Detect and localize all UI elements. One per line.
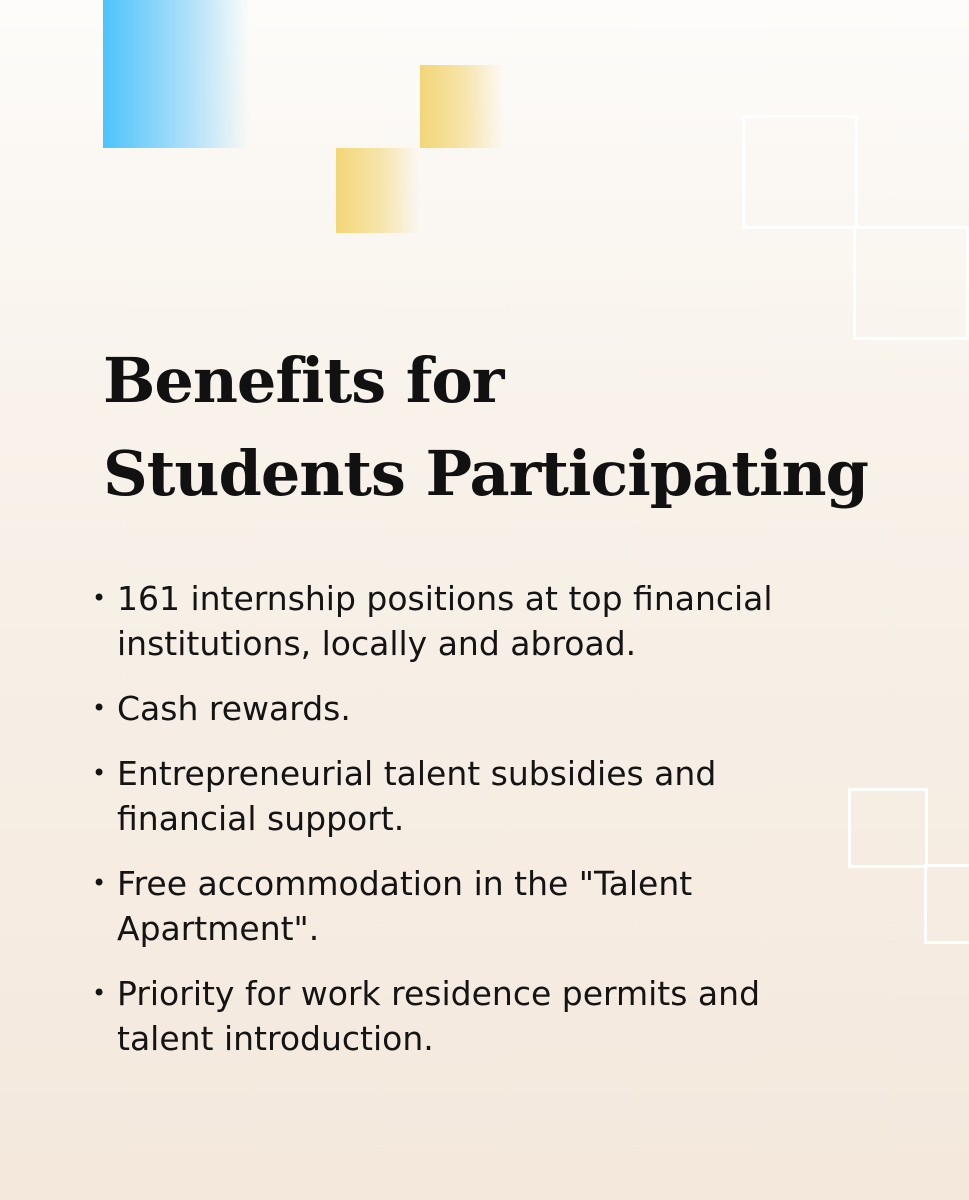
benefits-list xyxy=(88,576,848,1081)
yellow-gradient-square-bottom xyxy=(336,148,420,233)
bullet-icon: • xyxy=(92,694,107,722)
outline-square-lower-left xyxy=(848,788,928,868)
outline-square-top-right xyxy=(853,226,969,340)
blue-gradient-square xyxy=(103,0,250,148)
bullet-icon: • xyxy=(92,584,107,612)
benefit-text: 161 internship positions at top financial institutions, locally and abroad. xyxy=(117,579,773,663)
benefit-item-subsidies xyxy=(88,751,848,841)
yellow-gradient-square-top xyxy=(420,65,504,148)
benefit-item-accommodation xyxy=(88,861,848,951)
bullet-icon: • xyxy=(92,759,107,787)
benefit-item-internships xyxy=(88,576,848,666)
benefit-text: Entrepreneurial talent subsidies and financial support. xyxy=(117,754,717,838)
outline-square-lower-right xyxy=(924,864,969,944)
benefit-text: Priority for work residence permits and talent introduction. xyxy=(117,974,761,1058)
page-title xyxy=(103,334,868,520)
benefit-text: Free accommodation in the "Talent Apartment". xyxy=(117,864,693,948)
page-title-line-2: Students Participating xyxy=(103,437,868,510)
outline-square-top-left xyxy=(742,115,858,229)
bullet-icon: • xyxy=(92,979,107,1007)
benefit-item-permits xyxy=(88,971,848,1061)
bullet-icon: • xyxy=(92,869,107,897)
benefit-item-cash-rewards xyxy=(88,686,848,731)
page-title-line-1: Benefits for xyxy=(103,344,504,417)
benefit-text: Cash rewards. xyxy=(117,689,351,728)
